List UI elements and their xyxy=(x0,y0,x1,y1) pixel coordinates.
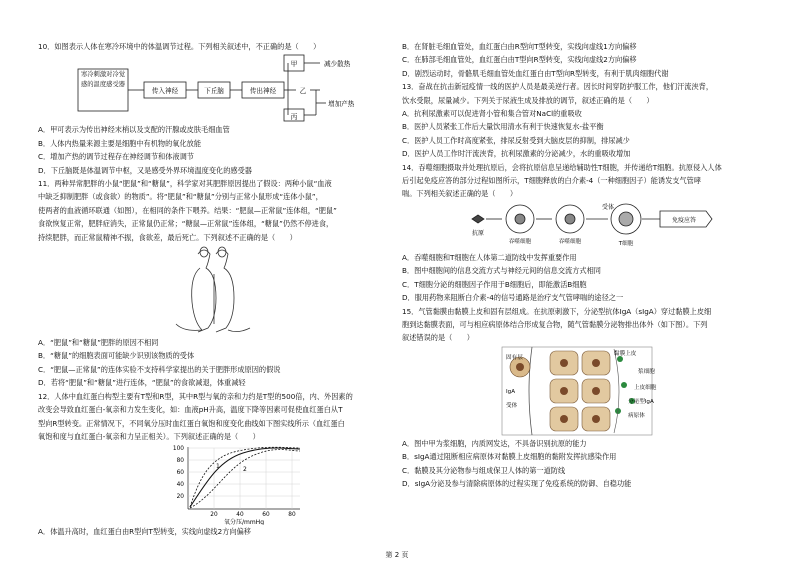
q10-option-a: A．甲可表示为传出神经末梢以及支配的汗腺或皮肤毛细血管 xyxy=(38,125,230,135)
phagocyte-2-label: 吞噬细胞 xyxy=(558,238,582,245)
q11-options xyxy=(38,336,390,390)
x-axis-label: 氧分压/mmHg xyxy=(223,519,265,526)
q10-option-b: B．人体内热量来源主要是细胞中有机物的氧化放能 xyxy=(38,138,202,148)
mucosa-diagram xyxy=(402,345,758,437)
q15-options xyxy=(402,437,758,491)
mucosa-epithelium-label: 黏膜上皮 xyxy=(614,350,637,357)
oxygen-curve-chart xyxy=(38,443,390,525)
reduce-heat-loss-label: 减少散热 xyxy=(324,60,351,69)
mucosa-drawing xyxy=(402,345,758,437)
y-tick-label: 40 xyxy=(176,482,184,489)
q13-options xyxy=(402,107,758,161)
q12-option-b: B．在肾脏毛细血管处，血红蛋白由R型向T型转变，实线向虚线1方向偏移 xyxy=(402,42,637,51)
y-tick-label: 20 xyxy=(176,494,184,501)
page-footer: 第 2 页 xyxy=(385,551,409,559)
q12-options-rest xyxy=(402,40,758,80)
epithelial-cell-label: 上皮细胞 xyxy=(634,384,657,391)
x-tick-label: 60 xyxy=(262,512,270,519)
q13-option-a: A．抗利尿激素可以促进肾小管和集合管对NaCl的重吸收 xyxy=(402,109,582,119)
immune-response-drawing xyxy=(402,201,758,251)
yi-label: 乙 xyxy=(299,87,307,96)
q12-stem-line: 型向R型转变。正常情况下，不同氧分压时血红蛋白氧饱和度变化曲线如下图实线所示（血红蛋白 xyxy=(38,418,345,428)
sIgA-label: 分泌型IgA xyxy=(628,398,654,405)
q15-option-d: D．sIgA分泌及参与清除病原体的过程实现了免疫系统的防御、自稳功能 xyxy=(402,478,632,488)
q14-stem xyxy=(402,161,758,201)
y-tick-label: 60 xyxy=(176,470,184,477)
q10-option-d: D．下丘脑既是体温调节中枢，又是感受外界环境温度变化的感受器 xyxy=(38,165,252,175)
q10-diagram xyxy=(38,53,390,123)
q15-stem-line: 叙述错误的是（ ） xyxy=(402,333,474,343)
iga-label: IgA xyxy=(506,388,516,395)
q12-stem-line: 氧饱和度与血红蛋白-氧亲和力呈正相关）。下列叙述正确的是（ ） xyxy=(38,431,260,441)
q15-stem xyxy=(402,305,758,345)
q12-stem-line: 12．人体中血红蛋白构型主要有T型和R型，其中R型与氧的亲和力约是T型的500倍，内、外因素的 xyxy=(38,391,353,401)
conjoined-mice-figure xyxy=(38,244,390,336)
right-column xyxy=(402,40,758,490)
q14-stem-line: 后引起免疫应答的部分过程如图所示，T细胞释放的白介素-4（一种细胞因子）能诱发支气管哮 xyxy=(402,176,702,186)
q13-stem-line: 13．奋战在抗击新冠疫情一线的医护人员是最美逆行者。因长时间穿防护服工作，他们汗流浃背， xyxy=(402,82,714,92)
q13-option-d: D．医护人员工作时汗流浃背，抗利尿激素的分泌减少，水的重吸收增加 xyxy=(402,149,631,159)
q11-option-b: B．“糖鼠”的细胞表面可能缺少识别该物质的受体 xyxy=(38,351,195,361)
antigen-shape xyxy=(472,215,484,223)
hypothalamus-label: 下丘脑 xyxy=(204,87,224,96)
q11-stem-line: 食欲恢复正常，肥胖症消失，正常鼠仍正常；“糖鼠—正常鼠”连体组，“糖鼠”仍然不停进食， xyxy=(38,219,334,229)
oxygen-saturation-chart xyxy=(38,443,390,525)
t-cell-label: T细胞 xyxy=(618,240,634,247)
q10-option-c: C．增加产热的调节过程存在神经调节和体液调节 xyxy=(38,152,194,162)
bing-label: 丙 xyxy=(290,113,298,122)
q11-stem-line: 中缺乏抑制肥胖（或食欲）的物质”。将“肥鼠”和“糖鼠”分别与正常小鼠形成“连体小鼠”， xyxy=(38,192,323,202)
dashed-curve-1 xyxy=(190,448,300,508)
q14-option-d: D．服用药物来阻断白介素-4的信号通路是治疗支气管哮喘的途径之一 xyxy=(402,293,624,303)
q12-option-c: C．在肺部毛细血管处，血红蛋白由T型向R型转变，实线向虚线2方向偏移 xyxy=(402,55,637,65)
q13-stem xyxy=(402,80,758,107)
q14-option-a: A．吞噬细胞和T细胞在人体第二道防线中发挥重要作用 xyxy=(402,252,577,262)
x-tick-label: 40 xyxy=(236,512,244,519)
y-tick-label: 80 xyxy=(176,458,184,465)
left-column xyxy=(38,40,390,539)
receptor-label: 受体 xyxy=(602,203,615,211)
x-tick-label: 20 xyxy=(210,512,218,519)
q12-option-d: D．剧烈运动时，骨骼肌毛细血管处血红蛋白由T型向R型转变，有利于肌肉细胞代谢 xyxy=(402,68,669,78)
phagocyte-1-label: 吞噬细胞 xyxy=(508,238,532,245)
thermoregulation-diagram xyxy=(38,53,390,123)
dashed-curve-2 xyxy=(190,450,300,509)
q14-option-c: C．T细胞分泌的细胞因子作用于B细胞后，即能激活B细胞 xyxy=(402,279,587,289)
solid-curve xyxy=(190,448,300,507)
afferent-nerve-label: 传入神经 xyxy=(151,87,179,96)
antigen-label: 抗原 xyxy=(472,229,485,237)
immune-response-diagram xyxy=(402,201,758,251)
cold-receptor-box: 寒冷刺激对冷觉感的温度感受器 xyxy=(80,71,126,88)
q15-option-a: A．图中甲为浆细胞，内质网发达，不具备识别抗原的能力 xyxy=(402,438,587,448)
q11-stem-line: 使两者的血液循环联通（如图），在相同的条件下喂养。结果：“肥鼠—正常鼠”连体组，“肥鼠” xyxy=(38,205,337,215)
q13-option-c: C．医护人员工作时高度紧张，排尿反射受到大脑皮层的抑制，排尿减少 xyxy=(402,135,630,145)
q11-option-c: C．“肥鼠—正常鼠”的连体实验不支持科学家提出的关于肥胖形成原因的假说 xyxy=(38,364,281,374)
increase-heat-label: 增加产热 xyxy=(328,100,355,109)
q10-stem: 10．如图表示人体在寒冷环境中的体温调节过程。下列相关叙述中，不正确的是（ ） xyxy=(38,42,321,51)
plasma-cell-label: 浆细胞 xyxy=(638,368,655,375)
lamina-propria-label: 固有层 xyxy=(506,354,523,361)
q11-stem-line: 持续肥胖，而正常鼠精神不振，食欲差，最后死亡。下列叙述不正确的是（ ） xyxy=(38,232,297,242)
conjoined-mice-drawing xyxy=(38,244,390,336)
q11-stem xyxy=(38,177,390,244)
y-tick-label: 100 xyxy=(172,446,184,453)
q14-stem-line: 14．吞噬细胞摄取并处理抗原后，会将抗原信息呈递给辅助性T细胞，并传递给T细胞。抗原侵入人体 xyxy=(402,162,722,172)
pathogen-label: 病原体 xyxy=(628,412,645,419)
q13-option-b: B．医护人员紧张工作后大量饮用清水有利于快速恢复水-盐平衡 xyxy=(402,122,604,132)
jia-label: 甲 xyxy=(290,60,298,69)
q11-option-a: A．“肥鼠”和“糖鼠”肥胖的原因不相同 xyxy=(38,338,159,348)
q15-option-c: C．黏膜及其分泌物参与组成保卫人体的第一道防线 xyxy=(402,465,566,475)
x-tick-label: 80 xyxy=(288,512,296,519)
q15-stem-line: 胞到达黏膜表面，可与相应病原体结合形成复合物，随气管黏膜分泌物排出体外（如下图）。下列 xyxy=(402,319,708,329)
receptor-label-15: 受体 xyxy=(506,402,518,409)
immune-response-label: 免疫应答 xyxy=(671,216,697,224)
efferent-nerve-label: 传出神经 xyxy=(249,87,277,96)
q13-stem-line: 饮水受限，尿量减少。下列关于尿液生成及排放的调节，叙述正确的是（ ） xyxy=(402,95,654,105)
curve-1-label: 1 xyxy=(216,463,220,471)
q12-stem xyxy=(38,390,390,444)
q11-stem-line: 11．两种异常肥胖的小鼠“肥鼠”和“糖鼠”，科学家对其肥胖原因提出了假设：两种小鼠“血液 xyxy=(38,179,332,189)
q10-options xyxy=(38,123,390,177)
q15-stem-line: 15．气管黏膜由黏膜上皮和固有层组成。在抗原刺激下，分泌型抗体IgA（sIgA）穿过黏膜上皮细 xyxy=(402,306,712,316)
q15-option-b: B．sIgA通过阻断相应病原体对黏膜上皮细胞的黏附发挥抗感染作用 xyxy=(402,452,617,462)
q14-stem-line: 喘。下列相关叙述正确的是（ ） xyxy=(402,189,518,199)
q11-option-d: D．若将“肥鼠”和“糖鼠”进行连体，“肥鼠”的食欲减退，体重减轻 xyxy=(38,378,246,388)
q14-option-b: B．图中细胞间的信息交流方式与神经元间的信息交流方式相同 xyxy=(402,266,601,276)
curve-2-label: 2 xyxy=(243,466,247,474)
q12-stem-line: 改变会导致血红蛋白-氧亲和力发生变化，如：血液pH升高，温度下降等因素可促使血红蛋白从T xyxy=(38,405,343,415)
q12-option-a: A．体温升高时，血红蛋白由R型向T型转变，实线向虚线2方向偏移 xyxy=(38,527,251,537)
q14-options xyxy=(402,251,758,305)
